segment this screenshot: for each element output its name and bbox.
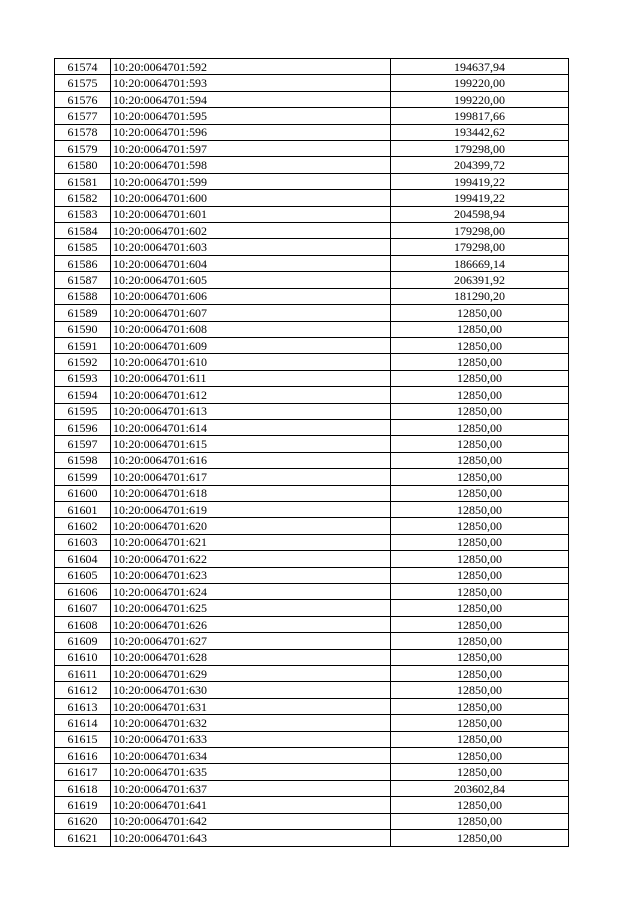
value-cell: 12850,00 [391, 567, 569, 583]
row-number-cell: 61586 [55, 255, 111, 271]
row-number-cell: 61597 [55, 436, 111, 452]
value-cell: 12850,00 [391, 584, 569, 600]
value-cell: 12850,00 [391, 452, 569, 468]
value-cell: 12850,00 [391, 551, 569, 567]
table-row [55, 715, 569, 731]
cadastral-number-cell: 10:20:0064701:619 [111, 501, 391, 517]
value-cell: 186669,14 [391, 255, 569, 271]
table-row [55, 157, 569, 173]
row-number-cell: 61578 [55, 124, 111, 140]
cadastral-number-cell: 10:20:0064701:618 [111, 485, 391, 501]
value-cell: 194637,94 [391, 59, 569, 75]
table-row [55, 666, 569, 682]
table-row [55, 124, 569, 140]
value-cell: 199817,66 [391, 108, 569, 124]
table-row [55, 239, 569, 255]
row-number-cell: 61601 [55, 501, 111, 517]
cadastral-number-cell: 10:20:0064701:637 [111, 780, 391, 796]
row-number-cell: 61576 [55, 91, 111, 107]
row-number-cell: 61592 [55, 354, 111, 370]
table-row [55, 682, 569, 698]
table-row [55, 223, 569, 239]
value-cell: 12850,00 [391, 764, 569, 780]
table-row [55, 501, 569, 517]
cadastral-number-cell: 10:20:0064701:635 [111, 764, 391, 780]
value-cell: 193442,62 [391, 124, 569, 140]
cadastral-number-cell: 10:20:0064701:625 [111, 600, 391, 616]
value-cell: 12850,00 [391, 337, 569, 353]
table-row [55, 59, 569, 75]
value-cell: 12850,00 [391, 682, 569, 698]
table-row [55, 780, 569, 796]
value-cell: 179298,00 [391, 223, 569, 239]
row-number-cell: 61583 [55, 206, 111, 222]
table-row [55, 797, 569, 813]
table-row [55, 337, 569, 353]
row-number-cell: 61579 [55, 141, 111, 157]
cadastral-number-cell: 10:20:0064701:602 [111, 223, 391, 239]
table-row [55, 255, 569, 271]
value-cell: 12850,00 [391, 403, 569, 419]
table-row [55, 764, 569, 780]
value-cell: 12850,00 [391, 305, 569, 321]
cadastral-number-cell: 10:20:0064701:622 [111, 551, 391, 567]
value-cell: 204399,72 [391, 157, 569, 173]
value-cell: 179298,00 [391, 141, 569, 157]
cadastral-number-cell: 10:20:0064701:610 [111, 354, 391, 370]
table-row [55, 419, 569, 435]
row-number-cell: 61621 [55, 830, 111, 846]
cadastral-number-cell: 10:20:0064701:628 [111, 649, 391, 665]
row-number-cell: 61615 [55, 731, 111, 747]
table-row [55, 91, 569, 107]
table-row [55, 321, 569, 337]
value-cell: 12850,00 [391, 748, 569, 764]
table-row [55, 452, 569, 468]
cadastral-number-cell: 10:20:0064701:601 [111, 206, 391, 222]
cadastral-number-cell: 10:20:0064701:614 [111, 419, 391, 435]
table-row [55, 731, 569, 747]
row-number-cell: 61604 [55, 551, 111, 567]
table-row [55, 551, 569, 567]
cadastral-number-cell: 10:20:0064701:631 [111, 698, 391, 714]
value-cell: 199419,22 [391, 173, 569, 189]
table-row [55, 600, 569, 616]
cadastral-number-cell: 10:20:0064701:593 [111, 75, 391, 91]
value-cell: 12850,00 [391, 813, 569, 829]
row-number-cell: 61600 [55, 485, 111, 501]
table-row [55, 370, 569, 386]
value-cell: 12850,00 [391, 600, 569, 616]
value-cell: 12850,00 [391, 354, 569, 370]
cadastral-number-cell: 10:20:0064701:592 [111, 59, 391, 75]
value-cell: 12850,00 [391, 731, 569, 747]
row-number-cell: 61587 [55, 272, 111, 288]
row-number-cell: 61603 [55, 534, 111, 550]
value-cell: 12850,00 [391, 830, 569, 846]
table-row [55, 305, 569, 321]
cadastral-number-cell: 10:20:0064701:611 [111, 370, 391, 386]
value-cell: 12850,00 [391, 485, 569, 501]
row-number-cell: 61605 [55, 567, 111, 583]
row-number-cell: 61606 [55, 584, 111, 600]
row-number-cell: 61618 [55, 780, 111, 796]
cadastral-number-cell: 10:20:0064701:597 [111, 141, 391, 157]
table-row [55, 206, 569, 222]
cadastral-number-cell: 10:20:0064701:632 [111, 715, 391, 731]
table-row [55, 288, 569, 304]
value-cell: 12850,00 [391, 649, 569, 665]
cadastral-number-cell: 10:20:0064701:627 [111, 633, 391, 649]
cadastral-number-cell: 10:20:0064701:608 [111, 321, 391, 337]
row-number-cell: 61580 [55, 157, 111, 173]
value-cell: 12850,00 [391, 633, 569, 649]
table-row [55, 469, 569, 485]
cadastral-number-cell: 10:20:0064701:623 [111, 567, 391, 583]
table-row [55, 272, 569, 288]
value-cell: 12850,00 [391, 436, 569, 452]
row-number-cell: 61593 [55, 370, 111, 386]
value-cell: 179298,00 [391, 239, 569, 255]
cadastral-number-cell: 10:20:0064701:609 [111, 337, 391, 353]
value-cell: 12850,00 [391, 534, 569, 550]
row-number-cell: 61614 [55, 715, 111, 731]
row-number-cell: 61612 [55, 682, 111, 698]
table-row [55, 633, 569, 649]
value-cell: 12850,00 [391, 518, 569, 534]
cadastral-number-cell: 10:20:0064701:599 [111, 173, 391, 189]
cadastral-number-cell: 10:20:0064701:624 [111, 584, 391, 600]
cadastral-number-cell: 10:20:0064701:596 [111, 124, 391, 140]
cadastral-number-cell: 10:20:0064701:621 [111, 534, 391, 550]
cadastral-number-cell: 10:20:0064701:595 [111, 108, 391, 124]
cadastral-number-cell: 10:20:0064701:643 [111, 830, 391, 846]
cadastral-number-cell: 10:20:0064701:626 [111, 616, 391, 632]
row-number-cell: 61611 [55, 666, 111, 682]
table-row [55, 485, 569, 501]
row-number-cell: 61607 [55, 600, 111, 616]
table-row [55, 534, 569, 550]
row-number-cell: 61599 [55, 469, 111, 485]
cadastral-number-cell: 10:20:0064701:633 [111, 731, 391, 747]
row-number-cell: 61591 [55, 337, 111, 353]
cadastral-number-cell: 10:20:0064701:615 [111, 436, 391, 452]
row-number-cell: 61581 [55, 173, 111, 189]
row-number-cell: 61588 [55, 288, 111, 304]
row-number-cell: 61616 [55, 748, 111, 764]
row-number-cell: 61598 [55, 452, 111, 468]
table-row [55, 830, 569, 846]
row-number-cell: 61585 [55, 239, 111, 255]
cadastral-number-cell: 10:20:0064701:613 [111, 403, 391, 419]
row-number-cell: 61594 [55, 387, 111, 403]
row-number-cell: 61582 [55, 190, 111, 206]
cadastral-number-cell: 10:20:0064701:642 [111, 813, 391, 829]
table-row [55, 436, 569, 452]
cadastral-number-cell: 10:20:0064701:607 [111, 305, 391, 321]
table-body [55, 59, 569, 847]
row-number-cell: 61617 [55, 764, 111, 780]
row-number-cell: 61619 [55, 797, 111, 813]
row-number-cell: 61595 [55, 403, 111, 419]
table-row [55, 108, 569, 124]
row-number-cell: 61596 [55, 419, 111, 435]
table-row [55, 141, 569, 157]
table-row [55, 567, 569, 583]
row-number-cell: 61577 [55, 108, 111, 124]
cadastral-number-cell: 10:20:0064701:620 [111, 518, 391, 534]
cadastral-number-cell: 10:20:0064701:630 [111, 682, 391, 698]
value-cell: 12850,00 [391, 469, 569, 485]
value-cell: 12850,00 [391, 797, 569, 813]
value-cell: 206391,92 [391, 272, 569, 288]
row-number-cell: 61584 [55, 223, 111, 239]
table-row [55, 403, 569, 419]
value-cell: 199220,00 [391, 91, 569, 107]
row-number-cell: 61590 [55, 321, 111, 337]
value-cell: 181290,20 [391, 288, 569, 304]
cadastral-number-cell: 10:20:0064701:604 [111, 255, 391, 271]
cadastral-number-cell: 10:20:0064701:616 [111, 452, 391, 468]
table-row [55, 698, 569, 714]
table-row [55, 387, 569, 403]
value-cell: 12850,00 [391, 715, 569, 731]
data-table [54, 58, 569, 847]
cadastral-number-cell: 10:20:0064701:641 [111, 797, 391, 813]
table-row [55, 649, 569, 665]
value-cell: 12850,00 [391, 387, 569, 403]
value-cell: 12850,00 [391, 501, 569, 517]
value-cell: 12850,00 [391, 616, 569, 632]
value-cell: 12850,00 [391, 698, 569, 714]
cadastral-number-cell: 10:20:0064701:617 [111, 469, 391, 485]
row-number-cell: 61610 [55, 649, 111, 665]
table-row [55, 190, 569, 206]
value-cell: 199419,22 [391, 190, 569, 206]
value-cell: 12850,00 [391, 419, 569, 435]
row-number-cell: 61613 [55, 698, 111, 714]
value-cell: 204598,94 [391, 206, 569, 222]
cadastral-number-cell: 10:20:0064701:603 [111, 239, 391, 255]
value-cell: 12850,00 [391, 666, 569, 682]
row-number-cell: 61575 [55, 75, 111, 91]
table-row [55, 354, 569, 370]
cadastral-number-cell: 10:20:0064701:629 [111, 666, 391, 682]
table-row [55, 616, 569, 632]
row-number-cell: 61574 [55, 59, 111, 75]
table-row [55, 748, 569, 764]
cadastral-number-cell: 10:20:0064701:605 [111, 272, 391, 288]
table-row [55, 518, 569, 534]
row-number-cell: 61608 [55, 616, 111, 632]
table-row [55, 813, 569, 829]
value-cell: 199220,00 [391, 75, 569, 91]
row-number-cell: 61620 [55, 813, 111, 829]
value-cell: 203602,84 [391, 780, 569, 796]
value-cell: 12850,00 [391, 321, 569, 337]
cadastral-number-cell: 10:20:0064701:634 [111, 748, 391, 764]
table-row [55, 75, 569, 91]
table-row [55, 584, 569, 600]
row-number-cell: 61589 [55, 305, 111, 321]
cadastral-number-cell: 10:20:0064701:612 [111, 387, 391, 403]
row-number-cell: 61602 [55, 518, 111, 534]
cadastral-number-cell: 10:20:0064701:606 [111, 288, 391, 304]
value-cell: 12850,00 [391, 370, 569, 386]
cadastral-number-cell: 10:20:0064701:598 [111, 157, 391, 173]
row-number-cell: 61609 [55, 633, 111, 649]
cadastral-number-cell: 10:20:0064701:600 [111, 190, 391, 206]
cadastral-number-cell: 10:20:0064701:594 [111, 91, 391, 107]
table-row [55, 173, 569, 189]
